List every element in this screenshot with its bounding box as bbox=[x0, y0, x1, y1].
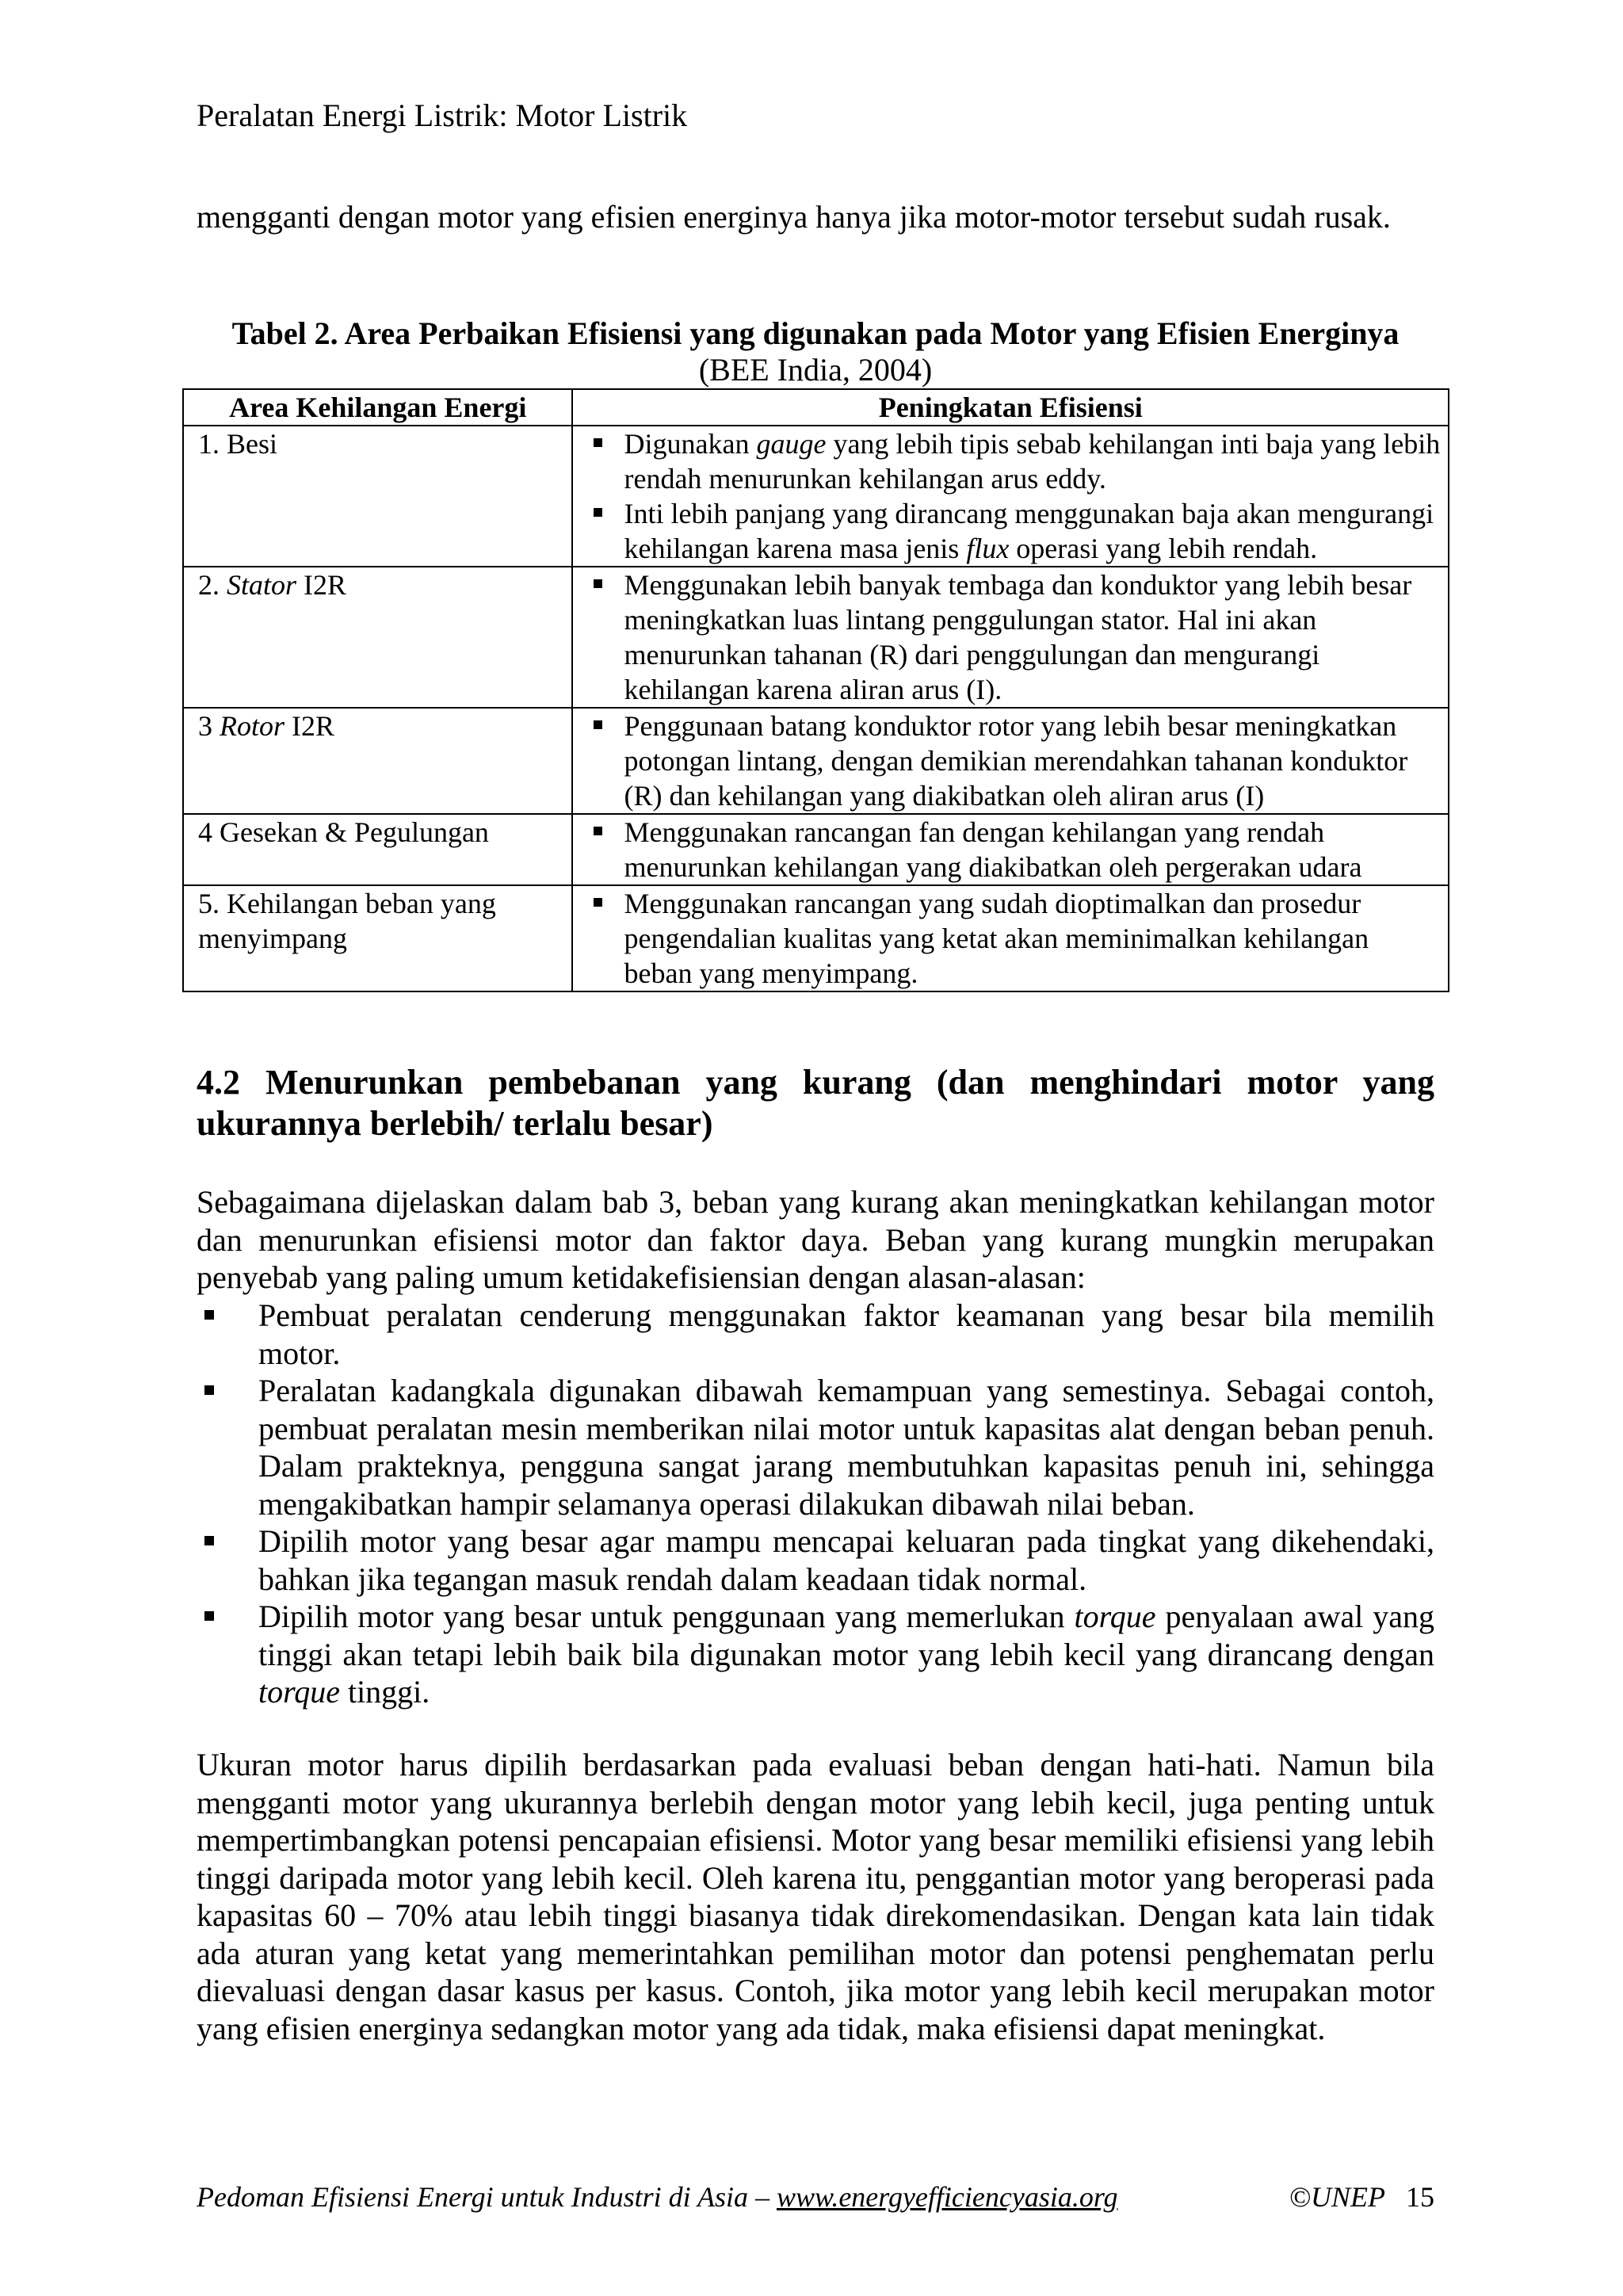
area-cell: 5. Kehilangan beban yang menyimpang bbox=[183, 885, 572, 991]
improvement-cell bbox=[572, 885, 1449, 991]
running-header: Peralatan Energi Listrik: Motor Listrik bbox=[197, 97, 688, 133]
table-row bbox=[183, 426, 1449, 567]
table-source: (BEE India, 2004) bbox=[698, 352, 933, 388]
list-item: Dipilih motor yang besar agar mampu mencapai keluaran pada tingkat yang dikehendaki, bahkan jika tegangan masuk rendah dalam keadaan tidak normal. bbox=[197, 1522, 1434, 1598]
list-item: Pembuat peralatan cenderung menggunakan faktor keamanan yang besar bila memilih motor. bbox=[197, 1297, 1434, 1372]
improvement-cell bbox=[572, 814, 1449, 885]
column-header-improvement: Peningkatan Efisiensi bbox=[572, 389, 1449, 426]
table-row bbox=[183, 708, 1449, 814]
intro-paragraph: mengganti dengan motor yang efisien energinya hanya jika motor-motor tersebut sudah rusak. bbox=[197, 199, 1391, 235]
area-cell: 2. Stator I2R bbox=[183, 567, 572, 708]
list-item: Penggunaan batang konduktor rotor yang lebih besar meningkatkan potongan lintang, dengan demikian merendahkan tahanan konduktor (R) dan kehilangan yang diakibatkan oleh aliran arus (I) bbox=[578, 709, 1443, 813]
area-cell: 3 Rotor I2R bbox=[183, 708, 572, 814]
area-cell: 4 Gesekan & Pegulungan bbox=[183, 814, 572, 885]
list-item: Peralatan kadangkala digunakan dibawah kemampuan yang semestinya. Sebagai contoh, pembuat peralatan mesin memberikan nilai motor untuk kapasitas alat dengan beban penuh. Dalam prakteknya, pengguna sangat jarang membutuhkan kapasitas penuh ini, sehingga mengakibatkan hampir selamanya operasi dilakukan dibawah nilai beban. bbox=[197, 1372, 1434, 1522]
column-header-area: Area Kehilangan Energi bbox=[183, 389, 572, 426]
improvement-cell bbox=[572, 567, 1449, 708]
table-row bbox=[183, 567, 1449, 708]
list-item: Digunakan gauge yang lebih tipis sebab kehilangan inti baja yang lebih rendah menurunkan kehilangan arus eddy. bbox=[578, 426, 1443, 496]
table-row bbox=[183, 814, 1449, 885]
footer-text: Pedoman Efisiensi Energi untuk Industri di Asia – bbox=[197, 2181, 777, 2213]
section-paragraph-1: Sebagaimana dijelaskan dalam bab 3, beban yang kurang akan meningkatkan kehilangan motor dan menurunkan efisiensi motor dan faktor daya. Beban yang kurang mungkin merupakan penyebab yang paling umum ketidakefisiensian dengan alasan-alasan: bbox=[197, 1184, 1434, 1295]
page-number: 15 bbox=[1406, 2181, 1434, 2213]
table-header-row bbox=[183, 389, 1449, 426]
section-heading: 4.2 Menurunkan pembebanan yang kurang (dan menghindari motor yang ukurannya berlebih/ terlalu besar) bbox=[197, 1063, 1434, 1143]
section-paragraph-2: Ukuran motor harus dipilih berdasarkan pada evaluasi beban dengan hati-hati. Namun bila mengganti motor yang ukurannya berlebih dengan motor yang lebih kecil, juga penting untuk mempertimbangkan potensi pencapaian efisiensi. Motor yang besar memiliki efisiensi yang lebih tinggi daripada motor yang lebih kecil. Oleh karena itu, penggantian motor yang beroperasi pada kapasitas 60 – 70% atau lebih tinggi biasanya tidak direkomendasikan. Dengan kata lain tidak ada aturan yang ketat yang memerintahkan pemilihan motor dan potensi penghematan perlu dievaluasi dengan dasar kasus per kasus. Contoh, jika motor yang lebih kecil merupakan motor yang efisien energinya sedangkan motor yang ada tidak, maka efisiensi dapat meningkat. bbox=[197, 1747, 1434, 2046]
copyright: ©UNEP bbox=[1289, 2181, 1385, 2213]
reasons-list bbox=[197, 1297, 1434, 1711]
list-item: Menggunakan rancangan yang sudah dioptimalkan dan prosedur pengendalian kualitas yang ketat akan meminimalkan kehilangan beban yang menyimpang. bbox=[578, 886, 1443, 991]
improvement-cell bbox=[572, 708, 1449, 814]
improvement-cell bbox=[572, 426, 1449, 567]
table-caption bbox=[197, 315, 1434, 388]
list-item: Menggunakan lebih banyak tembaga dan konduktor yang lebih besar meningkatkan luas lintang penggulungan stator. Hal ini akan menurunkan tahanan (R) dari penggulungan dan mengurangi kehilangan karena aliran arus (I). bbox=[578, 567, 1443, 707]
list-item: Inti lebih panjang yang dirancang menggunakan baja akan mengurangi kehilangan karena masa jenis flux operasi yang lebih rendah. bbox=[578, 496, 1443, 566]
table-title: Tabel 2. Area Perbaikan Efisiensi yang digunakan pada Motor yang Efisien Energinya bbox=[231, 315, 1400, 351]
table-row bbox=[183, 885, 1449, 991]
list-item: Menggunakan rancangan fan dengan kehilangan yang rendah menurunkan kehilangan yang diakibatkan oleh pergerakan udara bbox=[578, 815, 1443, 884]
efficiency-table bbox=[182, 388, 1449, 992]
list-item: Dipilih motor yang besar untuk penggunaan yang memerlukan torque penyalaan awal yang tinggi akan tetapi lebih baik bila digunakan motor yang lebih kecil yang dirancang dengan torque tinggi. bbox=[197, 1598, 1434, 1711]
footer-link[interactable]: www.energyefficiencyasia.org bbox=[776, 2181, 1118, 2213]
area-cell: 1. Besi bbox=[183, 426, 572, 567]
